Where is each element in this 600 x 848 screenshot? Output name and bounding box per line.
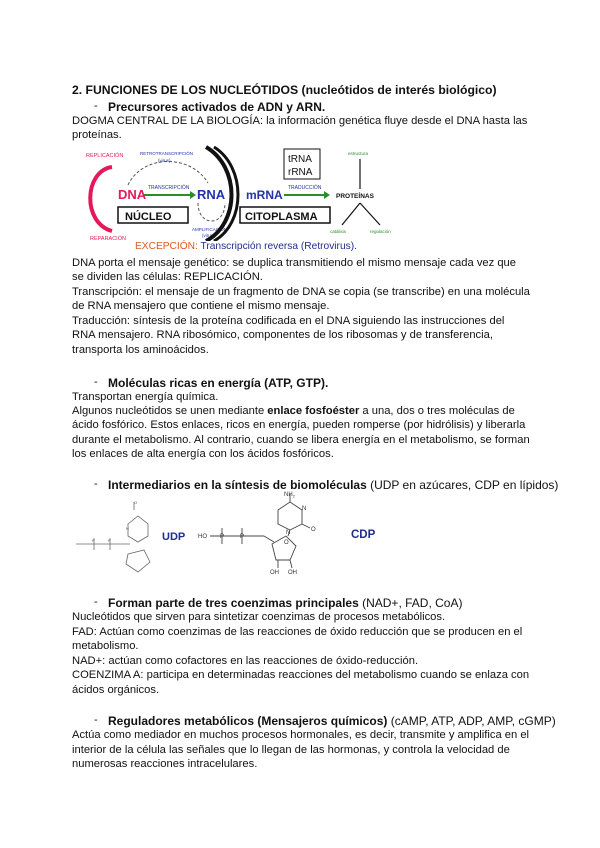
p1-line: transporta los aminoácidos. — [72, 344, 209, 356]
s2-line: durante el metabolismo. Al contrario, cuando se libera energía en el metabolismo, se forman — [72, 434, 530, 446]
heading-intermediarios-rest: (UDP en azúcares, CDP en lípidos) — [366, 478, 559, 492]
udp-small-p2: P — [108, 538, 111, 543]
trna-label: tRNA — [288, 154, 312, 165]
heading-reguladores: Reguladores metabólicos (Mensajeros químicos) — [108, 714, 388, 728]
exception-caption — [135, 241, 357, 252]
s2-bold-term: enlace fosfoéster — [267, 405, 360, 417]
bullet-dash: - — [94, 100, 98, 112]
s5-line: numerosas reacciones intracelulares. — [72, 758, 258, 770]
retro-label: RETROTRANSCRIPCIÓN — [140, 151, 194, 156]
cdp-nh2 — [284, 492, 296, 499]
cdp-nh2-main: NH — [284, 492, 293, 498]
s2-line: los enlaces de alta energía con los ácidos fosfóricos. — [72, 448, 334, 460]
heading-intermediarios: Intermediarios en la síntesis de biomoléculas — [108, 478, 367, 492]
udp-structure-small — [72, 498, 160, 582]
regulacion-label: regulación — [370, 229, 391, 234]
rna-label: RNA — [197, 187, 226, 202]
heading-reguladores-line — [108, 714, 556, 728]
s4-line: Nucleótidos que sirven para sintetizar coenzimas de procesos metabólicos. — [72, 611, 446, 623]
traduccion-label: TRADUCCIÓN — [288, 185, 322, 191]
bullet-dash: - — [94, 714, 98, 726]
s4-line: NAD+: actúan como cofactores en las reacciones de óxido-reducción. — [72, 655, 419, 667]
dogma-line-1: DOGMA CENTRAL DE LA BIOLOGÍA: la información genética fluye desde el DNA hasta las — [72, 115, 528, 127]
citoplasma-label: CITOPLASMA — [245, 211, 318, 223]
cdp-n-base: N — [286, 530, 291, 536]
virus2-label: (virus) — [202, 233, 215, 238]
p1-line: se dividen las células: REPLICACIÓN. — [72, 271, 263, 283]
cdp-oh-left: OH — [270, 570, 279, 576]
mrna-label: mRNA — [246, 188, 283, 202]
s2-line: ácido fosfórico. Estos enlaces, ricos en energía, pueden romperse (por hidrólisis) y liberarla — [72, 419, 526, 431]
p1-line: RNA mensajero. RNA ribosómico, componentes de los ribosomas y de transferencia, — [72, 329, 493, 341]
nucleo-label: NÚCLEO — [125, 211, 172, 223]
cdp-n-ring: N — [302, 506, 307, 512]
s2-line2-post: a una, dos o tres moléculas de — [359, 405, 515, 417]
heading-reguladores-rest: (cAMP, ATP, ADP, AMP, cGMP) — [387, 714, 556, 728]
exception-label: EXCEPCIÓN: — [135, 241, 198, 252]
replicacion-label: REPLICACIÓN — [86, 153, 124, 159]
s5-line: interior de la célula las señales que lo llegan de las hormonas, y controla la velocidad de — [72, 744, 510, 756]
s4-line: FAD: Actúan como coenzimas de las reacciones de óxido reducción que se producen en el — [72, 626, 523, 638]
heading-coenzimas-line — [108, 596, 462, 610]
heading-moleculas: Moléculas ricas en energía (ATP, GTP). — [108, 376, 329, 390]
s4-line: metabolismo. — [72, 640, 139, 652]
dna-label: DNA — [118, 187, 147, 202]
p1-line: Transcripción: el mensaje de un fragmento de DNA se copia (se transcribe) en una molécula — [72, 286, 530, 298]
p1-line: de RNA mensajero que contiene el mismo mensaje. — [72, 300, 330, 312]
heading-coenzimas: Forman parte de tres coenzimas principales — [108, 596, 359, 610]
cdp-o-carbonyl: O — [311, 527, 316, 533]
transcripcion-label: TRANSCRIPCIÓN — [148, 185, 190, 191]
dogma-line-2: proteínas. — [72, 129, 122, 141]
amplificacion-label: AMPLIFICACIÓN — [192, 227, 228, 232]
cdp-ho: HO — [198, 534, 207, 540]
cdp-p1: P — [220, 534, 225, 540]
reparacion-label: REPARACIÓN — [90, 236, 126, 241]
udp-small-p1: P — [92, 538, 95, 543]
s4-line: COENZIMA A: participa en determinadas reacciones del metabolismo cuando se enlaza con — [72, 669, 530, 681]
s2-line-2 — [72, 404, 515, 418]
exception-text: Transcripción reversa (Retrovirus). — [200, 241, 357, 252]
cdp-nh2-sub: 2 — [292, 493, 295, 499]
estructura-label: estructura — [348, 151, 369, 156]
cdp-p2: P — [240, 534, 245, 540]
s2-line: Transportan energía química. — [72, 391, 219, 403]
udp-small-n: N — [126, 526, 129, 531]
rrna-label: rRNA — [288, 167, 313, 178]
virus-label: (virus) — [158, 158, 171, 163]
cdp-label: CDP — [351, 529, 376, 541]
section-title: 2. FUNCIONES DE LOS NUCLEÓTIDOS (nucleótidos de interés biológico) — [72, 83, 497, 97]
cdp-o-ring: O — [284, 540, 289, 546]
p1-line: Traducción: síntesis de la proteína codificada en el DNA siguiendo las instrucciones del — [72, 315, 505, 327]
cdp-structure — [198, 490, 338, 582]
cdp-oh-right: OH — [288, 570, 297, 576]
p1-line: DNA porta el mensaje genético: se duplica transmitiendo el mismo mensaje cada vez que — [72, 257, 517, 269]
s2-line2-pre: Algunos nucleótidos se unen mediante — [72, 405, 268, 417]
udp-label: UDP — [162, 531, 186, 543]
bullet-dash: - — [94, 596, 98, 608]
bullet-dash: - — [94, 376, 98, 388]
udp-small-o: O — [134, 500, 138, 505]
s4-line: ácidos orgánicos. — [72, 684, 160, 696]
heading-coenzimas-rest: (NAD+, FAD, CoA) — [358, 596, 463, 610]
s5-line: Actúa como mediador en muchos procesos hormonales, es decir, transmite y amplifica en el — [72, 729, 530, 741]
catalisis-label: catálisis — [330, 229, 347, 234]
heading-precursores: Precursores activados de ADN y ARN. — [108, 100, 326, 114]
proteinas-label: PROTEÍNAS — [336, 193, 374, 200]
central-dogma-diagram — [80, 145, 400, 241]
bullet-dash: - — [94, 478, 98, 490]
